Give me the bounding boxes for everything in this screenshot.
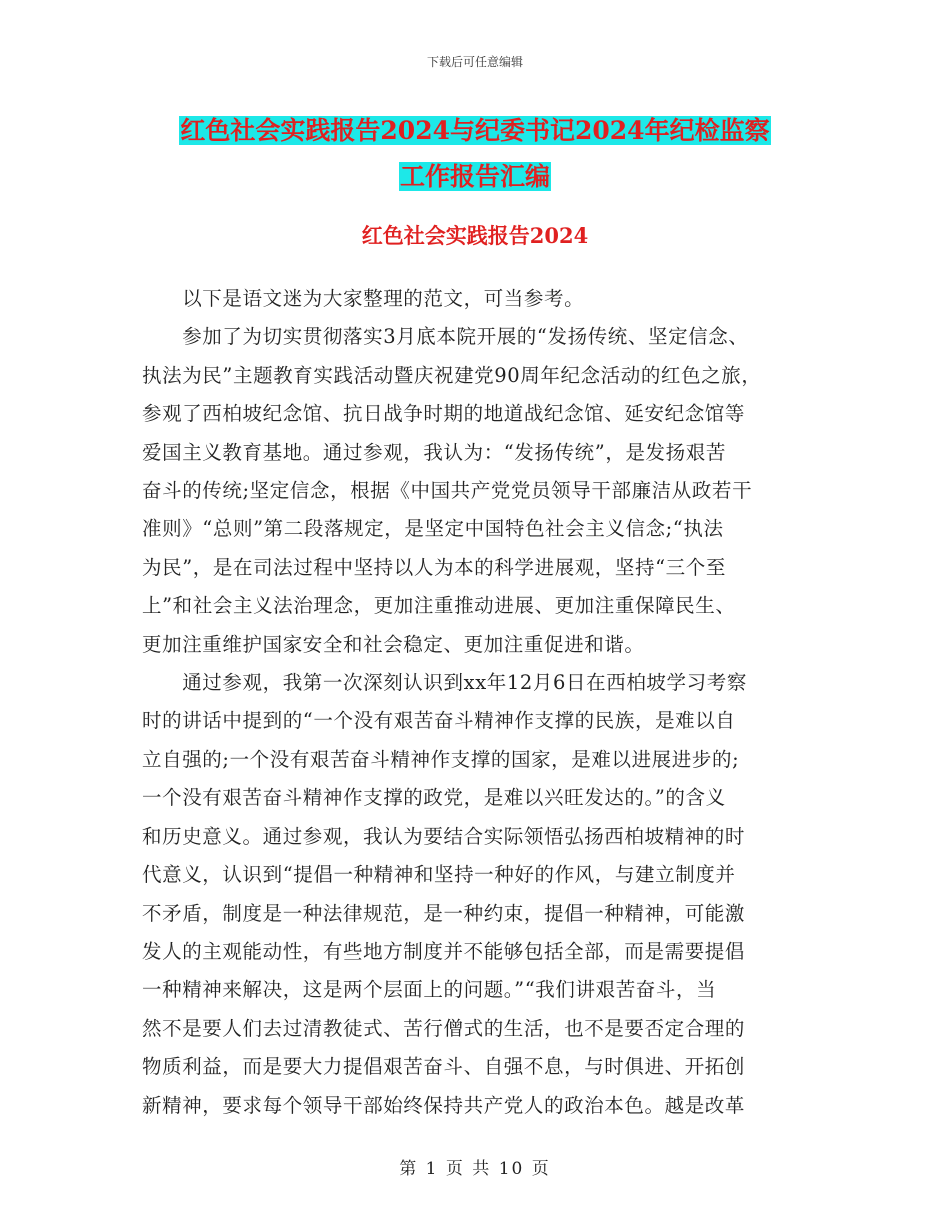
- body-line: 爱国主义教育基地。通过参观，我认为：“发扬传统”，是发扬艰苦: [142, 440, 726, 464]
- document-title: [0, 108, 950, 200]
- section-title: 红色社会实践报告2024: [361, 223, 589, 248]
- body-line: 代意义，认识到“提倡一种精神和坚持一种好的作风，与建立制度并: [142, 863, 736, 887]
- body-line: 不矛盾，制度是一种法律规范，是一种约束，提倡一种精神，可能激: [142, 901, 746, 925]
- title-line-1-text: 红色社会实践报告2024与纪委书记2024年纪检监察: [180, 116, 770, 145]
- body-line: 和历史意义。通过参观，我认为要结合实际领悟弘扬西柏坡精神的时: [142, 824, 746, 848]
- body-line: 立自强的;一个没有艰苦奋斗精神作支撑的国家，是难以进展进步的;: [142, 747, 740, 771]
- body-line: 以下是语文迷为大家整理的范文，可当参考。: [142, 287, 585, 310]
- body-line: 执法为民”主题教育实践活动暨庆祝建党90周年纪念活动的红色之旅，: [142, 363, 762, 387]
- title-line-2-text: 工作报告汇编: [399, 162, 550, 191]
- body-line: 上”和社会主义法治理念，更加注重推动进展、更加注重保障民生、: [142, 594, 736, 618]
- body-line: 一个没有艰苦奋斗精神作支撑的政党，是难以兴旺发达的。”的含义: [142, 786, 726, 810]
- body-line: 准则》“总则”第二段落规定，是坚定中国特色社会主义信念;“执法: [142, 517, 724, 541]
- body-line: 为民”，是在司法过程中坚持以人为本的科学进展观，坚持“三个至: [142, 555, 726, 579]
- page-number: 第 1 页 共 10 页: [399, 1159, 551, 1179]
- title-line-2: [0, 154, 950, 200]
- body-line: 物质利益，而是要大力提倡艰苦奋斗、自强不息，与时俱进、开拓创: [142, 1055, 746, 1079]
- body-line: 发人的主观能动性，有些地方制度并不能够包括全部，而是需要提倡: [142, 939, 746, 963]
- body-line: 新精神，要求每个领导干部始终保持共产党人的政治本色。越是改革: [142, 1093, 746, 1117]
- body-line: 时的讲话中提到的“一个没有艰苦奋斗精神作支撑的民族，是难以自: [142, 709, 736, 733]
- header-note: 下载后可任意编辑: [426, 55, 523, 69]
- body-line: 奋斗的传统;坚定信念，根据《中国共产党党员领导干部廉洁从政若干: [142, 479, 753, 503]
- body-line: 一种精神来解决，这是两个层面上的问题。”“我们讲艰苦奋斗，当: [142, 978, 717, 1002]
- body-line: 然不是要人们去过清教徒式、苦行僧式的生活，也不是要否定合理的: [142, 1016, 746, 1040]
- title-line-1: [0, 108, 950, 154]
- body-line: 通过参观，我第一次深刻认识到xx年12月6日在西柏坡学习考察: [142, 671, 747, 695]
- body-line: 参观了西柏坡纪念馆、抗日战争时期的地道战纪念馆、延安纪念馆等: [142, 402, 746, 426]
- body-line: 更加注重维护国家安全和社会稳定、更加注重促进和谐。: [142, 632, 645, 656]
- body-line: 参加了为切实贯彻落实3月底本院开展的“发扬传统、坚定信念、: [142, 325, 749, 349]
- body-text: [142, 280, 812, 1125]
